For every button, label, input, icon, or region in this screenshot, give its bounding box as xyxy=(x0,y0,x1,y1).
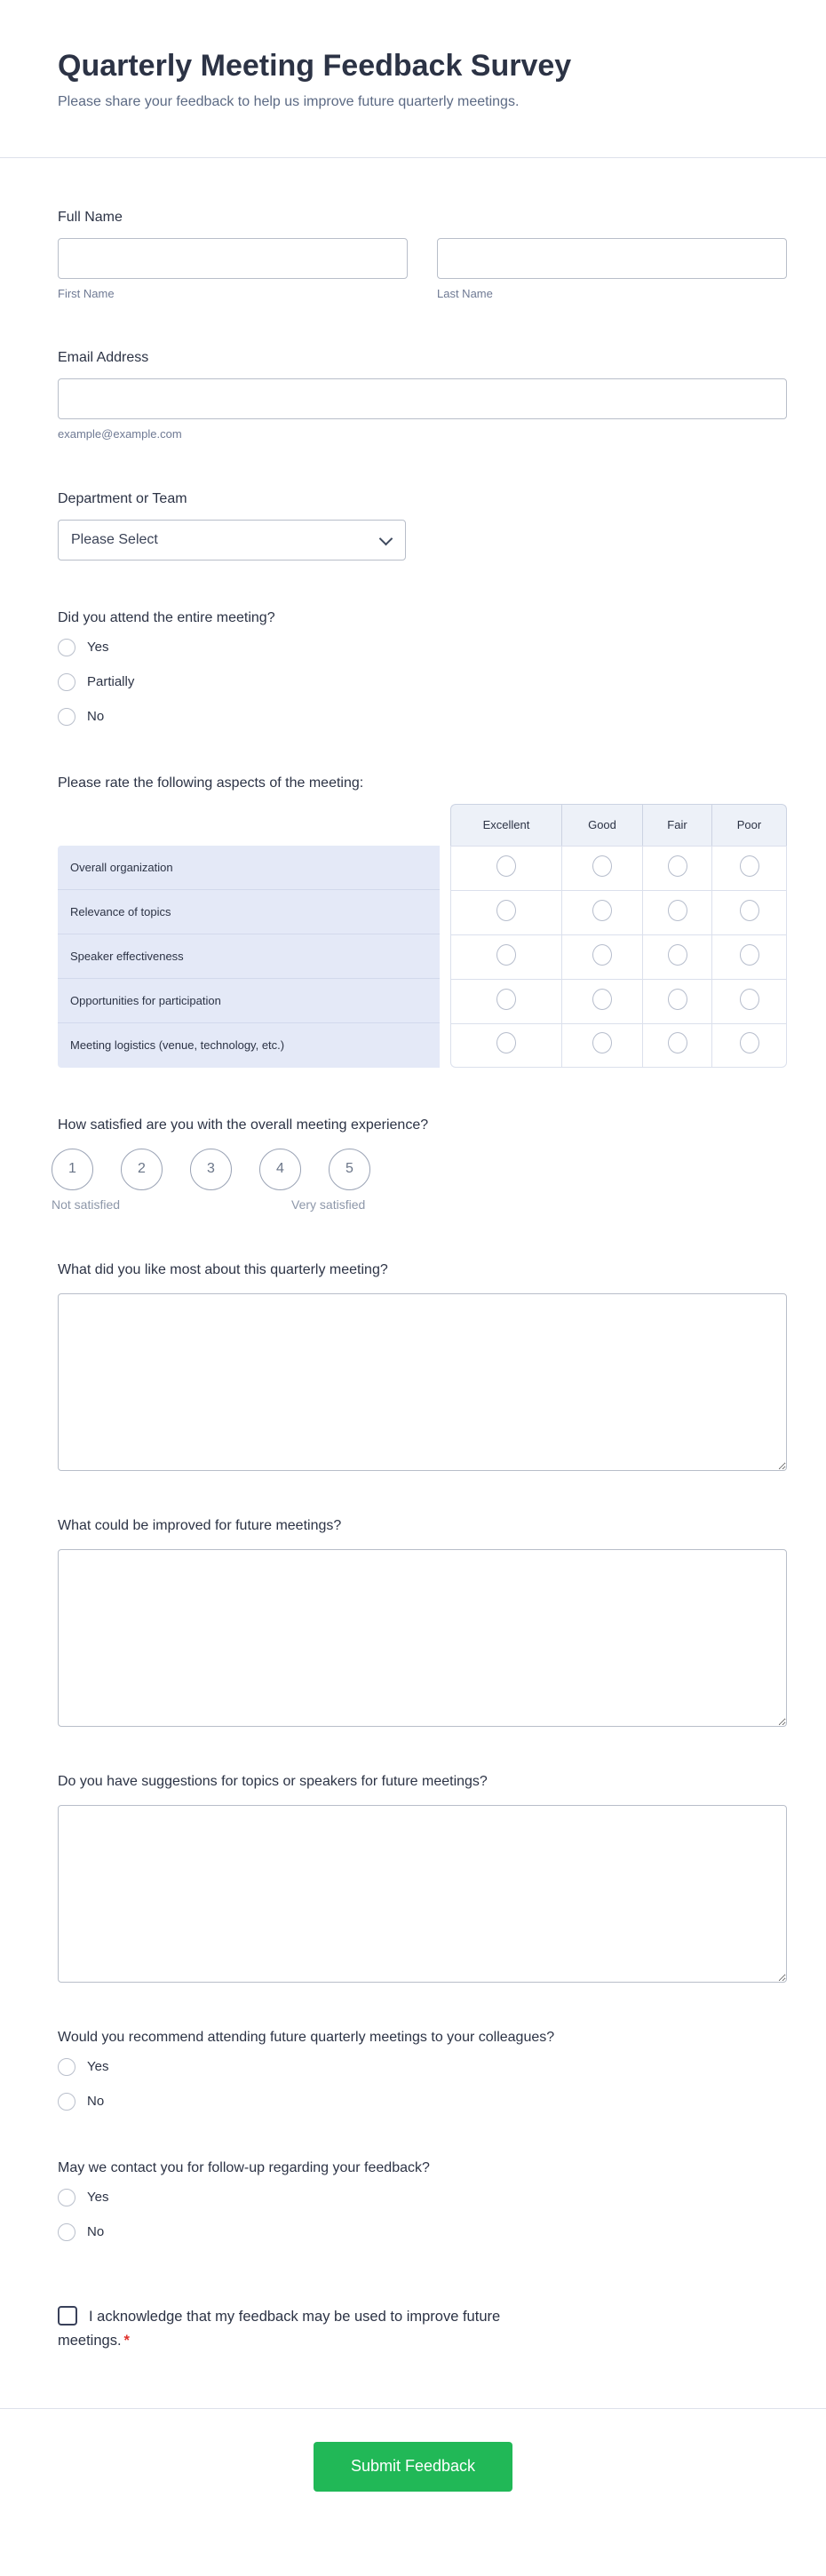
rating-row-label: Relevance of topics xyxy=(58,890,440,934)
field-full-name xyxy=(58,209,787,301)
field-department xyxy=(58,490,787,561)
email-input[interactable] xyxy=(58,378,787,419)
radio-icon[interactable] xyxy=(592,900,612,921)
rating-row xyxy=(450,934,787,979)
satisfaction-label: How satisfied are you with the overall meeting experience? xyxy=(58,1117,429,1133)
radio-option-label[interactable]: Yes xyxy=(87,640,109,656)
rating-cell[interactable] xyxy=(450,890,561,934)
radio-icon[interactable] xyxy=(740,944,759,966)
radio-icon[interactable] xyxy=(58,673,75,691)
satisfaction-scale-row xyxy=(52,1149,787,1190)
radio-icon[interactable] xyxy=(668,1032,687,1053)
suggestions-label: Do you have suggestions for topics or speakers for future meetings? xyxy=(58,1773,488,1789)
liked-most-textarea[interactable] xyxy=(58,1293,787,1471)
full-name-label: Full Name xyxy=(58,209,123,225)
scale-option-1[interactable]: 1 xyxy=(52,1149,93,1190)
rating-column-header: Poor xyxy=(711,804,787,846)
rating-cell[interactable] xyxy=(450,846,561,890)
radio-option-label[interactable]: Yes xyxy=(87,2190,109,2206)
field-attendance xyxy=(58,609,787,726)
radio-icon[interactable] xyxy=(58,2223,75,2241)
radio-icon[interactable] xyxy=(496,989,516,1010)
rating-radio-grid xyxy=(450,804,787,1068)
contact-option-yes[interactable] xyxy=(58,2189,787,2206)
field-satisfaction-scale xyxy=(52,1117,787,1212)
rating-row xyxy=(450,979,787,1023)
radio-icon[interactable] xyxy=(592,989,612,1010)
liked-most-label: What did you like most about this quarterly meeting? xyxy=(58,1261,388,1277)
scale-end-labels xyxy=(52,1197,787,1212)
attendance-label: Did you attend the entire meeting? xyxy=(58,609,275,625)
field-liked-most xyxy=(58,1261,787,1471)
checkbox-icon[interactable] xyxy=(58,2306,77,2326)
first-name-col xyxy=(58,238,408,301)
scale-max-label: Very satisfied xyxy=(291,1197,366,1212)
field-email xyxy=(58,349,787,441)
department-select-wrap xyxy=(58,520,406,561)
radio-icon[interactable] xyxy=(496,855,516,877)
scale-option-4[interactable]: 4 xyxy=(259,1149,301,1190)
rating-row xyxy=(450,890,787,934)
radio-icon[interactable] xyxy=(592,855,612,877)
radio-option-label[interactable]: No xyxy=(87,2224,105,2240)
scale-option-5[interactable]: 5 xyxy=(329,1149,370,1190)
contact-label: May we contact you for follow-up regarding your feedback? xyxy=(58,2159,430,2175)
rating-row-label: Meeting logistics (venue, technology, etc.) xyxy=(58,1023,440,1068)
field-contact xyxy=(58,2159,787,2241)
recommend-option-yes[interactable] xyxy=(58,2058,787,2076)
form-header xyxy=(0,0,826,113)
radio-icon[interactable] xyxy=(668,900,687,921)
radio-option-label[interactable]: No xyxy=(87,709,105,725)
attendance-option-no[interactable] xyxy=(58,708,787,726)
rating-cell[interactable] xyxy=(561,979,642,1023)
field-improvements xyxy=(58,1517,787,1727)
attendance-option-yes[interactable] xyxy=(58,639,787,656)
rating-cell[interactable] xyxy=(561,1023,642,1068)
last-name-col xyxy=(437,238,787,301)
contact-option-no[interactable] xyxy=(58,2223,787,2241)
recommend-label: Would you recommend attending future quarterly meetings to your colleagues? xyxy=(58,2029,555,2045)
improvements-textarea[interactable] xyxy=(58,1549,787,1727)
rating-cell[interactable] xyxy=(711,934,787,979)
radio-icon[interactable] xyxy=(58,2189,75,2206)
radio-icon[interactable] xyxy=(740,989,759,1010)
field-acknowledgment[interactable] xyxy=(58,2305,520,2353)
first-name-sublabel: First Name xyxy=(58,286,115,300)
radio-option-label[interactable]: Partially xyxy=(87,674,135,690)
last-name-input[interactable] xyxy=(437,238,787,279)
form-footer xyxy=(0,2408,826,2492)
field-rating-table xyxy=(58,775,787,1068)
scale-option-3[interactable]: 3 xyxy=(190,1149,232,1190)
rating-column-header: Good xyxy=(561,804,642,846)
radio-icon[interactable] xyxy=(58,639,75,656)
field-recommend xyxy=(58,2029,787,2111)
radio-icon[interactable] xyxy=(668,989,687,1010)
rating-table-label: Please rate the following aspects of the meeting: xyxy=(58,775,364,791)
recommend-option-no[interactable] xyxy=(58,2093,787,2111)
improvements-label: What could be improved for future meetings? xyxy=(58,1517,342,1533)
radio-icon[interactable] xyxy=(496,900,516,921)
email-sublabel: example@example.com xyxy=(58,427,182,441)
rating-row-label: Opportunities for participation xyxy=(58,979,440,1023)
radio-icon[interactable] xyxy=(668,855,687,877)
rating-cell[interactable] xyxy=(642,934,711,979)
radio-icon[interactable] xyxy=(58,2093,75,2111)
radio-icon[interactable] xyxy=(668,944,687,966)
rating-header-row xyxy=(450,804,787,846)
rating-cell[interactable] xyxy=(642,979,711,1023)
radio-icon[interactable] xyxy=(58,708,75,726)
department-label: Department or Team xyxy=(58,490,187,506)
scale-option-2[interactable]: 2 xyxy=(121,1149,163,1190)
name-inputs-row xyxy=(58,238,787,301)
radio-option-label[interactable]: No xyxy=(87,2094,105,2110)
radio-icon[interactable] xyxy=(496,944,516,966)
rating-cell[interactable] xyxy=(642,890,711,934)
department-select[interactable] xyxy=(58,520,406,561)
rating-column-header: Excellent xyxy=(450,804,561,846)
email-label: Email Address xyxy=(58,350,149,366)
rating-table xyxy=(58,804,787,1068)
radio-icon[interactable] xyxy=(592,944,612,966)
submit-button[interactable]: Submit Feedback xyxy=(314,2442,512,2492)
rating-cell[interactable] xyxy=(711,1023,787,1068)
scale-min-label: Not satisfied xyxy=(52,1197,121,1212)
rating-row-labels xyxy=(58,846,440,1068)
radio-icon[interactable] xyxy=(740,855,759,877)
radio-option-label[interactable]: Yes xyxy=(87,2059,109,2075)
rating-column-header: Fair xyxy=(642,804,711,846)
radio-icon[interactable] xyxy=(740,1032,759,1053)
page-title: Quarterly Meeting Feedback Survey xyxy=(58,49,572,83)
radio-icon[interactable] xyxy=(58,2058,75,2076)
radio-icon[interactable] xyxy=(592,1032,612,1053)
field-suggestions xyxy=(58,1773,787,1983)
rating-row-label: Speaker effectiveness xyxy=(58,934,440,979)
rating-row xyxy=(450,846,787,890)
rating-cell[interactable] xyxy=(711,979,787,1023)
rating-cell[interactable] xyxy=(450,1023,561,1068)
rating-cell[interactable] xyxy=(450,979,561,1023)
rating-cell[interactable] xyxy=(711,890,787,934)
rating-cell[interactable] xyxy=(561,934,642,979)
radio-icon[interactable] xyxy=(740,900,759,921)
first-name-input[interactable] xyxy=(58,238,408,279)
rating-cell[interactable] xyxy=(561,890,642,934)
rating-cell[interactable] xyxy=(561,846,642,890)
rating-cell[interactable] xyxy=(450,934,561,979)
rating-row-label: Overall organization xyxy=(58,846,440,890)
last-name-sublabel: Last Name xyxy=(437,286,493,300)
rating-cell[interactable] xyxy=(711,846,787,890)
rating-cell[interactable] xyxy=(642,846,711,890)
rating-row xyxy=(450,1023,787,1068)
acknowledgment-label[interactable]: I acknowledge that my feedback may be used to improve future meetings. xyxy=(58,2308,501,2349)
page-subtitle: Please share your feedback to help us improve future quarterly meetings. xyxy=(58,94,520,110)
attendance-option-partially[interactable] xyxy=(58,673,787,691)
form-content xyxy=(0,158,826,2353)
suggestions-textarea[interactable] xyxy=(58,1805,787,1983)
radio-icon[interactable] xyxy=(496,1032,516,1053)
rating-cell[interactable] xyxy=(642,1023,711,1068)
required-asterisk: * xyxy=(123,2332,130,2349)
